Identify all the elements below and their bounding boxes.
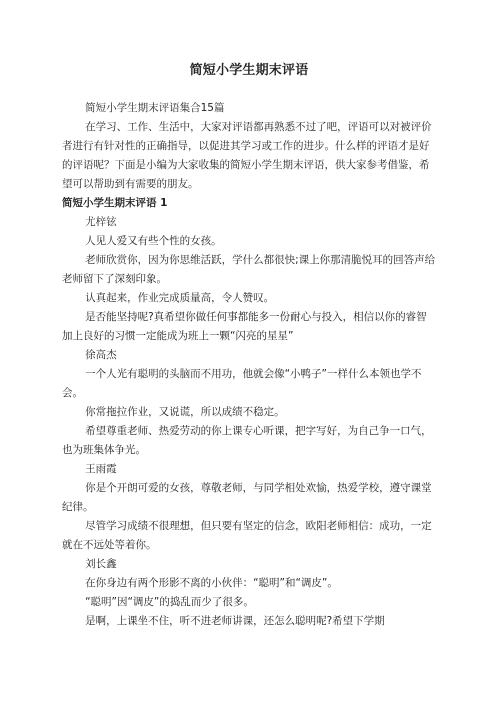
intro-paragraph: 在学习、工作、生活中，大家对评语都再熟悉不过了吧，评语可以对被评价者进行有针对性的正确指导，以促进其学习或工作的进步。什么样的评语才是好的评语呢？下面是小编为大家收集的简短小学生期末评语，供大家参考借鉴，希望可以帮助到有需要的朋友。 (62, 121, 432, 190)
student-name: 王雨霞 (85, 463, 117, 475)
comment-paragraph: 你常拖拉作业，又说谎，所以成绩不稳定。 (85, 406, 285, 418)
intro-subtitle: 简短小学生期末评语集合15篇 (85, 102, 225, 114)
document-title: 简短小学生期末评语 (189, 63, 309, 78)
comment-paragraph: 一个人光有聪明的头脑而不用功，他就会像“小鸭子”一样什么本领也学不会。 (62, 368, 422, 399)
comment-paragraph: 认真起来，作业完成质量高，令人赞叹。 (85, 292, 275, 304)
comment-paragraph: 希望尊重老师、热爱劳动的你上课专心听课，把字写好，为自己争一口气，也为班集体争光。 (62, 425, 432, 456)
comment-paragraph: 在你身边有两个形影不离的小伙伴：“聪明”和“调皮”。 (85, 577, 338, 589)
comment-paragraph: 是否能坚持呢?真希望你做任何事都能多一份耐心与投入，相信以你的睿智加上良好的习惯一定能成为班上一颗“闪亮的星星” (62, 311, 427, 342)
comment-paragraph: “聪明”因“调皮”的捣乱而少了很多。 (85, 596, 254, 608)
student-name: 尤梓铉 (85, 216, 117, 228)
comment-paragraph: 人见人爱又有些个性的女孩。 (85, 235, 222, 247)
section-heading: 简短小学生期末评语 1 (62, 197, 168, 209)
comment-paragraph: 老师欣赏你，因为你思维活跃，学什么都很快;课上你那清脆悦耳的回答声给老师留下了深刻印象。 (62, 254, 436, 285)
comment-paragraph: 是啊，上课坐不住，听不进老师讲课，还怎么聪明呢?希望下学期 (85, 615, 385, 627)
comment-paragraph: 尽管学习成绩不很理想，但只要有坚定的信念，欧阳老师相信：成功，一定就在不远处等着你。 (62, 520, 432, 551)
comment-paragraph: 你是个开朗可爱的女孩，尊敬老师，与同学相处欢愉，热爱学校，遵守课堂纪律。 (62, 482, 432, 513)
student-name: 刘长鑫 (85, 558, 117, 570)
student-name: 徐高杰 (85, 349, 117, 361)
